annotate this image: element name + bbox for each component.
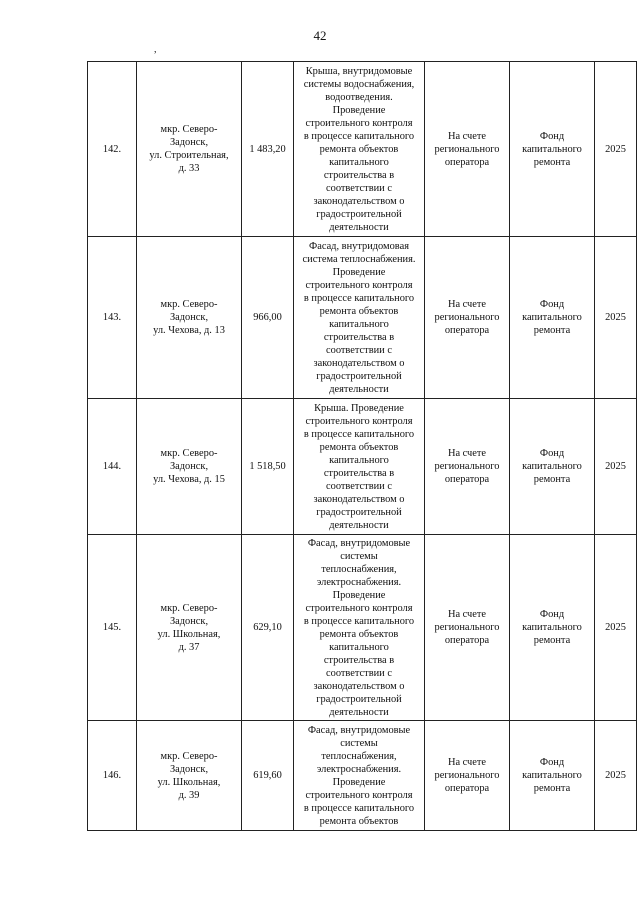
area-cell: 1 518,50 [242,399,294,535]
financing-method-cell: На счете регионального оператора [425,721,510,831]
table-row [88,62,637,237]
fund-cell: Фонд капитального ремонта [510,237,595,399]
fund-cell: Фонд капитального ремонта [510,399,595,535]
area-cell: 966,00 [242,237,294,399]
address-cell: мкр. Северо- Задонск, ул. Школьная, д. 37 [137,535,242,721]
fund-cell: Фонд капитального ремонта [510,62,595,237]
row-number-cell: 142. [88,62,137,237]
works-cell: Фасад, внутридомовые системы теплоснабжения, электроснабжения. Проведение строительного контроля в процессе капитального ремонта объектов капитального строительства в соответствии с законодательством о градостроительной деятельности [294,535,425,721]
area-cell: 629,10 [242,535,294,721]
area-cell: 619,60 [242,721,294,831]
address-cell: мкр. Северо- Задонск, ул. Школьная, д. 39 [137,721,242,831]
works-cell: Фасад, внутридомовые системы теплоснабжения, электроснабжения. Проведение строительного контроля в процессе капитального ремонта объектов [294,721,425,831]
row-number-cell: 146. [88,721,137,831]
works-cell: Крыша. Проведение строительного контроля в процессе капитального ремонта объектов капитального строительства в соответствии с законодательством о градостроительной деятельности [294,399,425,535]
fund-cell: Фонд капитального ремонта [510,721,595,831]
works-cell: Фасад, внутридомовая система теплоснабжения. Проведение строительного контроля в процессе капитального ремонта объектов капитального строительства в соответствии с законодательством о градостроительной деятельности [294,237,425,399]
financing-method-cell: На счете регионального оператора [425,237,510,399]
year-cell: 2025 [595,62,637,237]
financing-method-cell: На счете регионального оператора [425,399,510,535]
year-cell: 2025 [595,237,637,399]
row-number-cell: 143. [88,237,137,399]
table-row [88,721,637,831]
table-row [88,535,637,721]
area-cell: 1 483,20 [242,62,294,237]
row-number-cell: 145. [88,535,137,721]
address-cell: мкр. Северо- Задонск, ул. Строительная, д. 33 [137,62,242,237]
works-cell: Крыша, внутридомовые системы водоснабжения, водоотведения. Проведение строительного контроля в процессе капитального ремонта объектов капитального строительства в соответствии с законодательством о градостроительной деятельности [294,62,425,237]
year-cell: 2025 [595,399,637,535]
address-cell: мкр. Северо- Задонск, ул. Чехова, д. 13 [137,237,242,399]
fund-cell: Фонд капитального ремонта [510,535,595,721]
financing-method-cell: На счете регионального оператора [425,535,510,721]
address-cell: мкр. Северо- Задонск, ул. Чехова, д. 15 [137,399,242,535]
page-number: 42 [313,28,327,43]
scan-mark: , [154,44,157,55]
year-cell: 2025 [595,535,637,721]
year-cell: 2025 [595,721,637,831]
table-row [88,237,637,399]
registry-table [87,61,637,831]
row-number-cell: 144. [88,399,137,535]
table-row [88,399,637,535]
financing-method-cell: На счете регионального оператора [425,62,510,237]
